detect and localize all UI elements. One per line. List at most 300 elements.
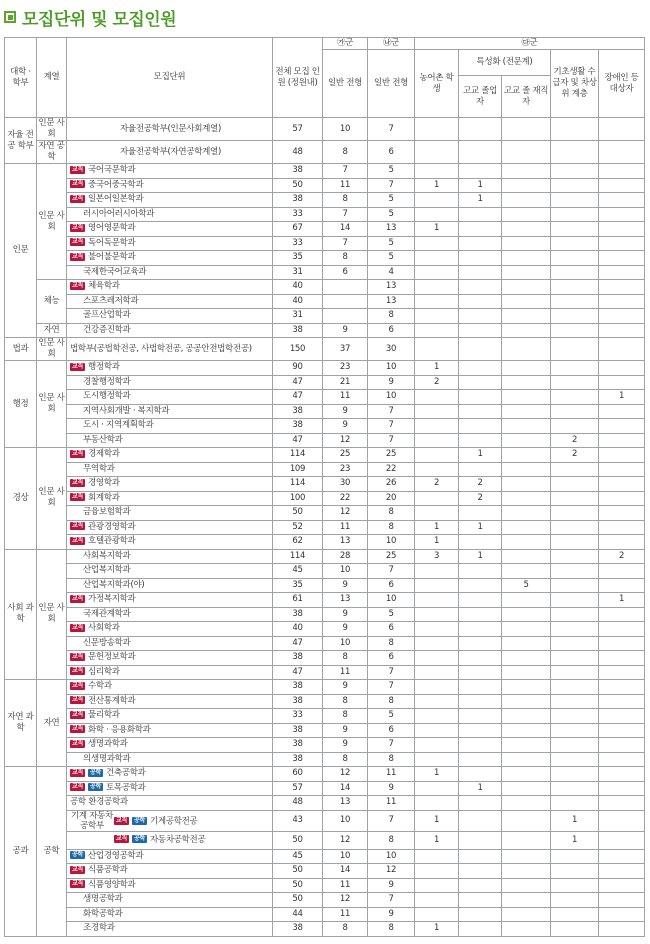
unit-cell	[67, 849, 273, 864]
value-cell-c	[415, 309, 459, 324]
value-cell-e	[502, 280, 551, 295]
value-cell-e	[502, 680, 551, 695]
value-cell-d: 1	[459, 193, 502, 208]
unit-name: 가정복지학과	[88, 594, 136, 605]
unit-cell	[67, 622, 273, 637]
value-cell-t: 35	[273, 251, 323, 266]
value-cell-b: 5	[368, 164, 415, 179]
value-cell-d: 1	[459, 781, 502, 796]
value-cell-b: 30	[368, 338, 415, 361]
value-cell-g	[599, 922, 645, 937]
value-cell-t: 50	[273, 506, 323, 521]
value-cell-b: 10	[368, 361, 415, 376]
value-cell-t: 47	[273, 390, 323, 405]
value-cell-d	[459, 864, 502, 879]
unit-name: 국제관계학과	[83, 608, 131, 619]
table-row	[5, 922, 645, 937]
value-cell-e	[502, 193, 551, 208]
value-cell-c	[415, 207, 459, 222]
table-row	[5, 265, 645, 280]
value-cell-t: 48	[273, 796, 323, 811]
header-total: 전체 모집 인원 (정원내)	[273, 38, 323, 118]
field-cell: 자연	[37, 323, 67, 338]
value-cell-g	[599, 491, 645, 506]
value-cell-e	[502, 251, 551, 266]
value-cell-f	[551, 767, 599, 782]
value-cell-b: 8	[368, 752, 415, 767]
table-row	[5, 564, 645, 579]
value-cell-t: 38	[273, 607, 323, 622]
unit-cell	[67, 462, 273, 477]
unit-cell	[67, 535, 273, 550]
value-cell-t: 61	[273, 593, 323, 608]
value-cell-a: 10	[323, 810, 368, 831]
value-cell-f	[551, 578, 599, 593]
table-row	[5, 462, 645, 477]
college-cell: 자연 과학	[5, 680, 37, 767]
value-cell-f	[551, 922, 599, 937]
teaching-badge: 교직	[72, 768, 83, 776]
value-cell-d	[459, 796, 502, 811]
value-cell-f	[551, 338, 599, 361]
value-cell-g	[599, 404, 645, 419]
value-cell-e	[502, 549, 551, 564]
field-cell: 인문 사회	[37, 448, 67, 550]
value-cell-c	[415, 338, 459, 361]
table-row	[5, 251, 645, 266]
value-cell-e	[502, 222, 551, 237]
value-cell-d	[459, 375, 502, 390]
value-cell-t: 57	[273, 781, 323, 796]
value-cell-d	[459, 651, 502, 666]
table-row	[5, 893, 645, 908]
table-row	[5, 636, 645, 651]
table-row	[5, 738, 645, 753]
value-cell-c	[415, 265, 459, 280]
college-cell: 행정	[5, 361, 37, 448]
value-cell-c	[415, 694, 459, 709]
table-row	[5, 118, 645, 141]
value-cell-f: 2	[551, 448, 599, 463]
value-cell-g	[599, 280, 645, 295]
value-cell-b: 5	[368, 236, 415, 251]
unit-name: 조경학과	[83, 923, 115, 934]
unit-name: 생명공학과	[83, 894, 123, 905]
page-title-text: 모집단위 및 모집인원	[22, 9, 177, 30]
value-cell-b: 6	[368, 141, 415, 164]
value-cell-c	[415, 738, 459, 753]
unit-name: 자동차공학전공	[150, 834, 206, 845]
value-cell-f	[551, 607, 599, 622]
value-cell-f	[551, 118, 599, 141]
header-college: 대학 · 학부	[5, 38, 37, 118]
value-cell-d: 2	[459, 491, 502, 506]
value-cell-a: 9	[323, 419, 368, 434]
table-row	[5, 781, 645, 796]
table-row	[5, 207, 645, 222]
value-cell-b: 8	[368, 922, 415, 937]
square-bullet-icon	[4, 11, 16, 23]
value-cell-a: 21	[323, 375, 368, 390]
value-cell-e	[502, 265, 551, 280]
value-cell-f	[551, 564, 599, 579]
value-cell-e	[502, 564, 551, 579]
value-cell-e	[502, 375, 551, 390]
unit-name: 토목공학과	[106, 782, 146, 793]
value-cell-a: 6	[323, 265, 368, 280]
value-cell-e	[502, 419, 551, 434]
unit-cell	[67, 636, 273, 651]
value-cell-a: 12	[323, 893, 368, 908]
value-cell-b: 8	[368, 309, 415, 324]
unit-name: 호텔관광학과	[88, 536, 136, 547]
value-cell-b: 10	[368, 849, 415, 864]
value-cell-d	[459, 831, 502, 849]
value-cell-g	[599, 419, 645, 434]
value-cell-d	[459, 433, 502, 448]
value-cell-b: 22	[368, 462, 415, 477]
value-cell-c	[415, 849, 459, 864]
value-cell-c: 2	[415, 375, 459, 390]
table-row	[5, 448, 645, 463]
table-row	[5, 375, 645, 390]
value-cell-a: 12	[323, 506, 368, 521]
value-cell-f	[551, 535, 599, 550]
unit-name: 금융보험학과	[83, 507, 131, 518]
unit-cell	[67, 767, 273, 782]
value-cell-a: 8	[323, 141, 368, 164]
unit-cell	[67, 118, 273, 141]
college-cell: 자율 전공 학부	[5, 118, 37, 164]
value-cell-c	[415, 491, 459, 506]
value-cell-f	[551, 593, 599, 608]
value-cell-g	[599, 506, 645, 521]
value-cell-f	[551, 622, 599, 637]
engineering-badge: 공학	[90, 783, 101, 791]
value-cell-b: 8	[368, 831, 415, 849]
unit-cell	[67, 477, 273, 492]
value-cell-a: 7	[323, 236, 368, 251]
value-cell-b: 6	[368, 723, 415, 738]
value-cell-b: 7	[368, 665, 415, 680]
value-cell-d	[459, 738, 502, 753]
value-cell-e	[502, 651, 551, 666]
value-cell-c	[415, 622, 459, 637]
table-row	[5, 831, 645, 849]
value-cell-d	[459, 767, 502, 782]
value-cell-c	[415, 433, 459, 448]
value-cell-c	[415, 164, 459, 179]
value-cell-d	[459, 222, 502, 237]
value-cell-f	[551, 893, 599, 908]
value-cell-g	[599, 477, 645, 492]
value-cell-g	[599, 723, 645, 738]
value-cell-e	[502, 796, 551, 811]
table-row	[5, 607, 645, 622]
unit-name: 화학 · 응용화학과	[88, 724, 151, 735]
teaching-badge: 교직	[72, 594, 83, 602]
value-cell-b: 5	[368, 207, 415, 222]
value-cell-g: 1	[599, 390, 645, 405]
value-cell-e	[502, 810, 551, 831]
unit-cell	[67, 907, 273, 922]
value-cell-f	[551, 375, 599, 390]
table-row	[5, 164, 645, 179]
value-cell-g	[599, 651, 645, 666]
unit-cell	[67, 164, 273, 179]
value-cell-f	[551, 680, 599, 695]
value-cell-c: 3	[415, 549, 459, 564]
unit-cell	[67, 796, 273, 811]
teaching-badge: 교직	[72, 238, 83, 246]
value-cell-e	[502, 922, 551, 937]
table-row	[5, 222, 645, 237]
value-cell-g	[599, 752, 645, 767]
value-cell-e	[502, 520, 551, 535]
value-cell-t: 47	[273, 375, 323, 390]
table-row	[5, 178, 645, 193]
value-cell-d: 1	[459, 178, 502, 193]
unit-name: 경영학과	[88, 478, 120, 489]
value-cell-g	[599, 831, 645, 849]
teaching-badge: 교직	[72, 783, 83, 791]
value-cell-t: 38	[273, 651, 323, 666]
header-field: 계열	[37, 38, 67, 118]
teaching-badge: 교직	[72, 223, 83, 231]
value-cell-d	[459, 535, 502, 550]
value-cell-b: 6	[368, 578, 415, 593]
teaching-badge: 교직	[116, 835, 127, 842]
value-cell-b: 8	[368, 520, 415, 535]
teaching-badge: 교직	[72, 710, 83, 718]
value-cell-c	[415, 251, 459, 266]
value-cell-e	[502, 309, 551, 324]
unit-cell	[67, 491, 273, 506]
value-cell-e	[502, 236, 551, 251]
value-cell-g	[599, 907, 645, 922]
table-row	[5, 767, 645, 782]
unit-name: 무역학과	[83, 463, 115, 474]
value-cell-f	[551, 878, 599, 893]
unit-name: 러시아어러시아학과	[83, 208, 155, 219]
unit-name: 도시 · 지역계획학과	[83, 420, 154, 431]
field-cell: 인문 사회	[37, 549, 67, 680]
value-cell-a: 9	[323, 404, 368, 419]
unit-name: 체육학과	[88, 281, 120, 292]
table-row	[5, 651, 645, 666]
unit-cell	[67, 781, 273, 796]
value-cell-d	[459, 251, 502, 266]
value-cell-c	[415, 796, 459, 811]
table-row	[5, 309, 645, 324]
value-cell-e	[502, 506, 551, 521]
value-cell-d	[459, 893, 502, 908]
teaching-badge: 교직	[72, 449, 83, 457]
value-cell-t: 45	[273, 564, 323, 579]
value-cell-b: 5	[368, 251, 415, 266]
unit-name: 문헌정보학과	[88, 652, 136, 663]
engineering-badge: 공학	[90, 768, 101, 776]
unit-cell	[67, 338, 273, 361]
value-cell-t: 50	[273, 878, 323, 893]
table-row	[5, 419, 645, 434]
engineering-badge: 공학	[134, 816, 145, 824]
value-cell-e	[502, 323, 551, 338]
field-cell: 공학	[37, 767, 67, 937]
value-cell-g	[599, 564, 645, 579]
table-row	[5, 578, 645, 593]
value-cell-g	[599, 709, 645, 724]
unit-cell	[67, 709, 273, 724]
value-cell-f	[551, 178, 599, 193]
value-cell-f	[551, 781, 599, 796]
value-cell-d	[459, 419, 502, 434]
value-cell-a: 9	[323, 622, 368, 637]
table-row	[5, 622, 645, 637]
value-cell-a: 13	[323, 593, 368, 608]
value-cell-c	[415, 781, 459, 796]
value-cell-d	[459, 849, 502, 864]
value-cell-d: 1	[459, 520, 502, 535]
value-cell-e	[502, 404, 551, 419]
value-cell-c	[415, 864, 459, 879]
unit-cell	[67, 864, 273, 879]
value-cell-b: 26	[368, 477, 415, 492]
table-row	[5, 520, 645, 535]
value-cell-c	[415, 236, 459, 251]
value-cell-t: 38	[273, 723, 323, 738]
value-cell-d	[459, 323, 502, 338]
value-cell-c	[415, 564, 459, 579]
value-cell-d	[459, 622, 502, 637]
value-cell-e	[502, 178, 551, 193]
value-cell-e	[502, 694, 551, 709]
value-cell-g	[599, 636, 645, 651]
teaching-badge: 교직	[72, 165, 83, 173]
unit-name: 화학공학과	[83, 908, 123, 919]
value-cell-c: 1	[415, 222, 459, 237]
value-cell-f	[551, 236, 599, 251]
teaching-badge: 교직	[72, 696, 83, 704]
value-cell-d	[459, 390, 502, 405]
value-cell-c	[415, 280, 459, 295]
value-cell-f	[551, 477, 599, 492]
table-row	[5, 593, 645, 608]
unit-name: 건강증진학과	[83, 324, 131, 335]
teaching-badge: 교직	[72, 478, 83, 486]
unit-cell	[67, 607, 273, 622]
value-cell-f	[551, 309, 599, 324]
value-cell-g	[599, 265, 645, 280]
teaching-badge: 교직	[72, 623, 83, 631]
value-cell-f	[551, 280, 599, 295]
college-cell: 경상	[5, 448, 37, 550]
unit-name: 심리학과	[88, 666, 120, 677]
value-cell-c: 1	[415, 831, 459, 849]
value-cell-c	[415, 506, 459, 521]
unit-name: 불어불문학과	[88, 252, 136, 263]
value-cell-e	[502, 781, 551, 796]
unit-cell	[67, 433, 273, 448]
value-cell-f	[551, 491, 599, 506]
table-row	[5, 907, 645, 922]
value-cell-d	[459, 907, 502, 922]
value-cell-b: 25	[368, 448, 415, 463]
field-cell: 자연	[37, 680, 67, 767]
unit-cell	[67, 520, 273, 535]
unit-name: 지역사회개발 · 복지학과	[83, 405, 170, 416]
value-cell-g: 1	[599, 593, 645, 608]
value-cell-a: 30	[323, 477, 368, 492]
table-row	[5, 193, 645, 208]
table-row	[5, 433, 645, 448]
value-cell-e	[502, 477, 551, 492]
value-cell-e	[502, 607, 551, 622]
value-cell-g	[599, 193, 645, 208]
value-cell-g	[599, 864, 645, 879]
value-cell-g	[599, 309, 645, 324]
value-cell-e	[502, 893, 551, 908]
value-cell-a: 8	[323, 651, 368, 666]
header-group-na: ㉯군	[368, 38, 415, 50]
value-cell-a: 12	[323, 767, 368, 782]
value-cell-c	[415, 593, 459, 608]
value-cell-t: 50	[273, 893, 323, 908]
value-cell-b: 5	[368, 709, 415, 724]
teaching-badge: 교직	[72, 252, 83, 260]
value-cell-g	[599, 294, 645, 309]
value-cell-c: 1	[415, 361, 459, 376]
value-cell-d	[459, 506, 502, 521]
value-cell-a: 10	[323, 849, 368, 864]
value-cell-e	[502, 361, 551, 376]
unit-cell	[67, 323, 273, 338]
unit-name: 의생명과학과	[83, 753, 131, 764]
value-cell-a: 9	[323, 723, 368, 738]
value-cell-a: 14	[323, 781, 368, 796]
value-cell-f	[551, 665, 599, 680]
unit-cell	[67, 831, 273, 849]
table-row	[5, 810, 645, 831]
unit-name: 공학 환경공학과	[70, 797, 128, 808]
value-cell-c	[415, 390, 459, 405]
value-cell-c	[415, 404, 459, 419]
value-cell-t: 150	[273, 338, 323, 361]
value-cell-f	[551, 907, 599, 922]
teaching-badge: 교직	[72, 681, 83, 689]
unit-name: 일본어일본학과	[88, 194, 144, 205]
value-cell-f	[551, 520, 599, 535]
value-cell-f: 1	[551, 831, 599, 849]
table-row	[5, 694, 645, 709]
value-cell-a: 11	[323, 878, 368, 893]
value-cell-t: 57	[273, 118, 323, 141]
admission-table	[4, 37, 645, 937]
value-cell-a: 12	[323, 433, 368, 448]
value-cell-b: 7	[368, 680, 415, 695]
unit-cell	[67, 390, 273, 405]
header-general-ga: 일반 전형	[323, 50, 368, 118]
value-cell-b: 6	[368, 622, 415, 637]
table-row	[5, 506, 645, 521]
header-special-work: 고교 졸 재직자	[502, 76, 551, 118]
value-cell-c	[415, 709, 459, 724]
teaching-badge: 교직	[72, 536, 83, 544]
value-cell-e	[502, 878, 551, 893]
value-cell-c	[415, 141, 459, 164]
value-cell-a: 9	[323, 323, 368, 338]
value-cell-d	[459, 338, 502, 361]
